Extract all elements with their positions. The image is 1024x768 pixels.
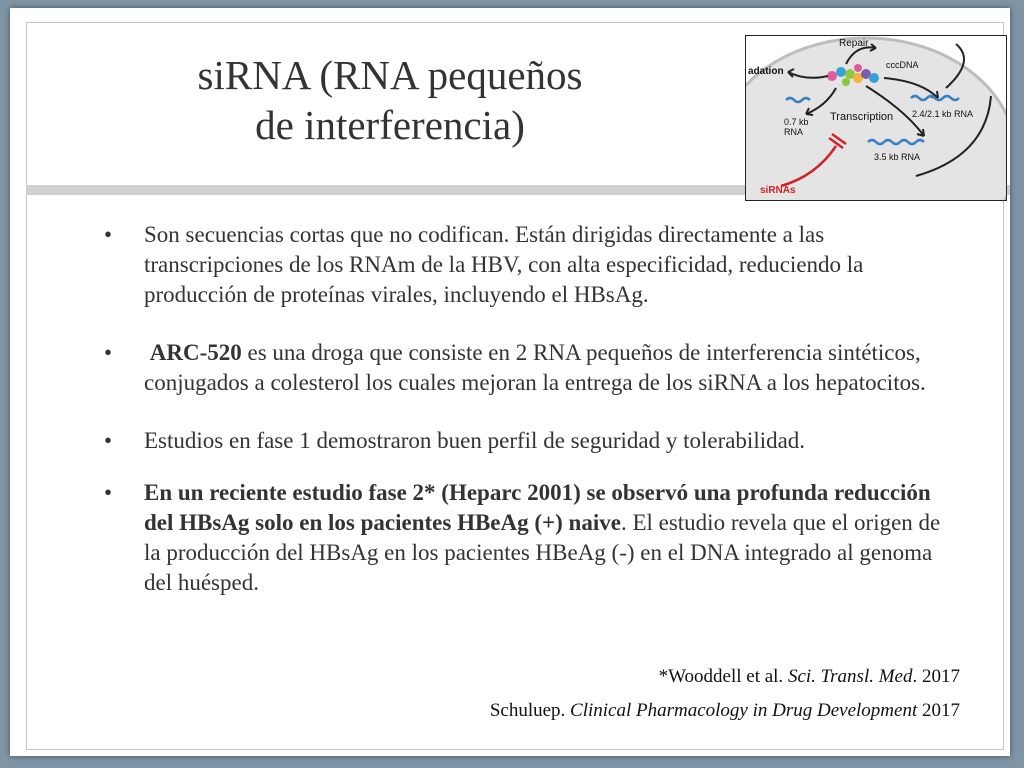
label-rna-35: 3.5 kb RNA [874,152,921,162]
bullet-item-3 [100,426,960,456]
bullet-item-4 [100,478,960,598]
ref2-authors: Schuluep. [489,700,571,721]
reference-1 [490,660,960,694]
ref1-journal: Sci. Transl. Med [787,666,913,687]
label-rna-24: 2.4/2.1 kb RNA [912,109,974,119]
reference-2 [490,694,960,728]
label-rna-07-b: RNA [784,127,804,137]
bullet-4-text: . El estudio revela que el origen de la producción del HBsAg en los pacientes HBeAg (-) en el DNA integrado al genoma del huésped. [144,510,941,595]
bullet-2-bold: ARC-520 [149,340,242,365]
bullet-3-text: Estudios en fase 1 demostraron buen perfil de seguridad y tolerabilidad. [144,428,806,453]
bullet-2-text: es una droga que consiste en 2 RNA pequeños de interferencia sintéticos, conjugados a colesterol los cuales mejoran la entrega de los siRNA a los hepatocitos. [144,340,926,395]
ref2-journal: Clinical Pharmacology in Drug Development [570,700,918,721]
references [490,660,960,728]
label-rna-07-a: 0.7 kb [784,117,809,127]
bullet-marker: • [104,480,113,505]
ref1-year: . 2017 [912,666,960,687]
label-cccdna: cccDNA [886,60,919,70]
label-sirnas: siRNAs [760,185,796,196]
title-line-1: siRNA (RNA pequeños [197,52,583,98]
title-line-2: de interferencia) [255,102,525,148]
bullet-item-2 [100,338,960,398]
slide [10,8,1010,756]
label-repair: Repair [839,38,869,49]
label-degradation: adation [748,66,784,77]
bullet-list [100,220,960,626]
ref2-year: 2017 [917,700,960,721]
bullet-4-bold: En un reciente estudio fase 2* (Heparc 2001) se observó una profunda reducción del HBsAg solo en los pacientes HBeAg (+) naive [144,480,931,535]
ref1-authors: *Wooddell et al. [658,666,788,687]
label-transcription: Transcription [830,111,894,123]
hbv-sirna-diagram [745,35,1007,201]
bullet-marker: • [104,428,113,453]
bullet-1-text: Son secuencias cortas que no codifican. Están dirigidas directamente a las transcripciones de los RNAm de la HBV, con alta especificidad, reduciendo la producción de proteínas virales, incluyendo el HBsAg. [144,222,864,307]
diagram-svg [746,36,1006,200]
bullet-marker: • [104,340,113,365]
bullet-item-1 [100,220,960,310]
slide-title [130,50,650,150]
bullet-marker: • [104,222,113,247]
